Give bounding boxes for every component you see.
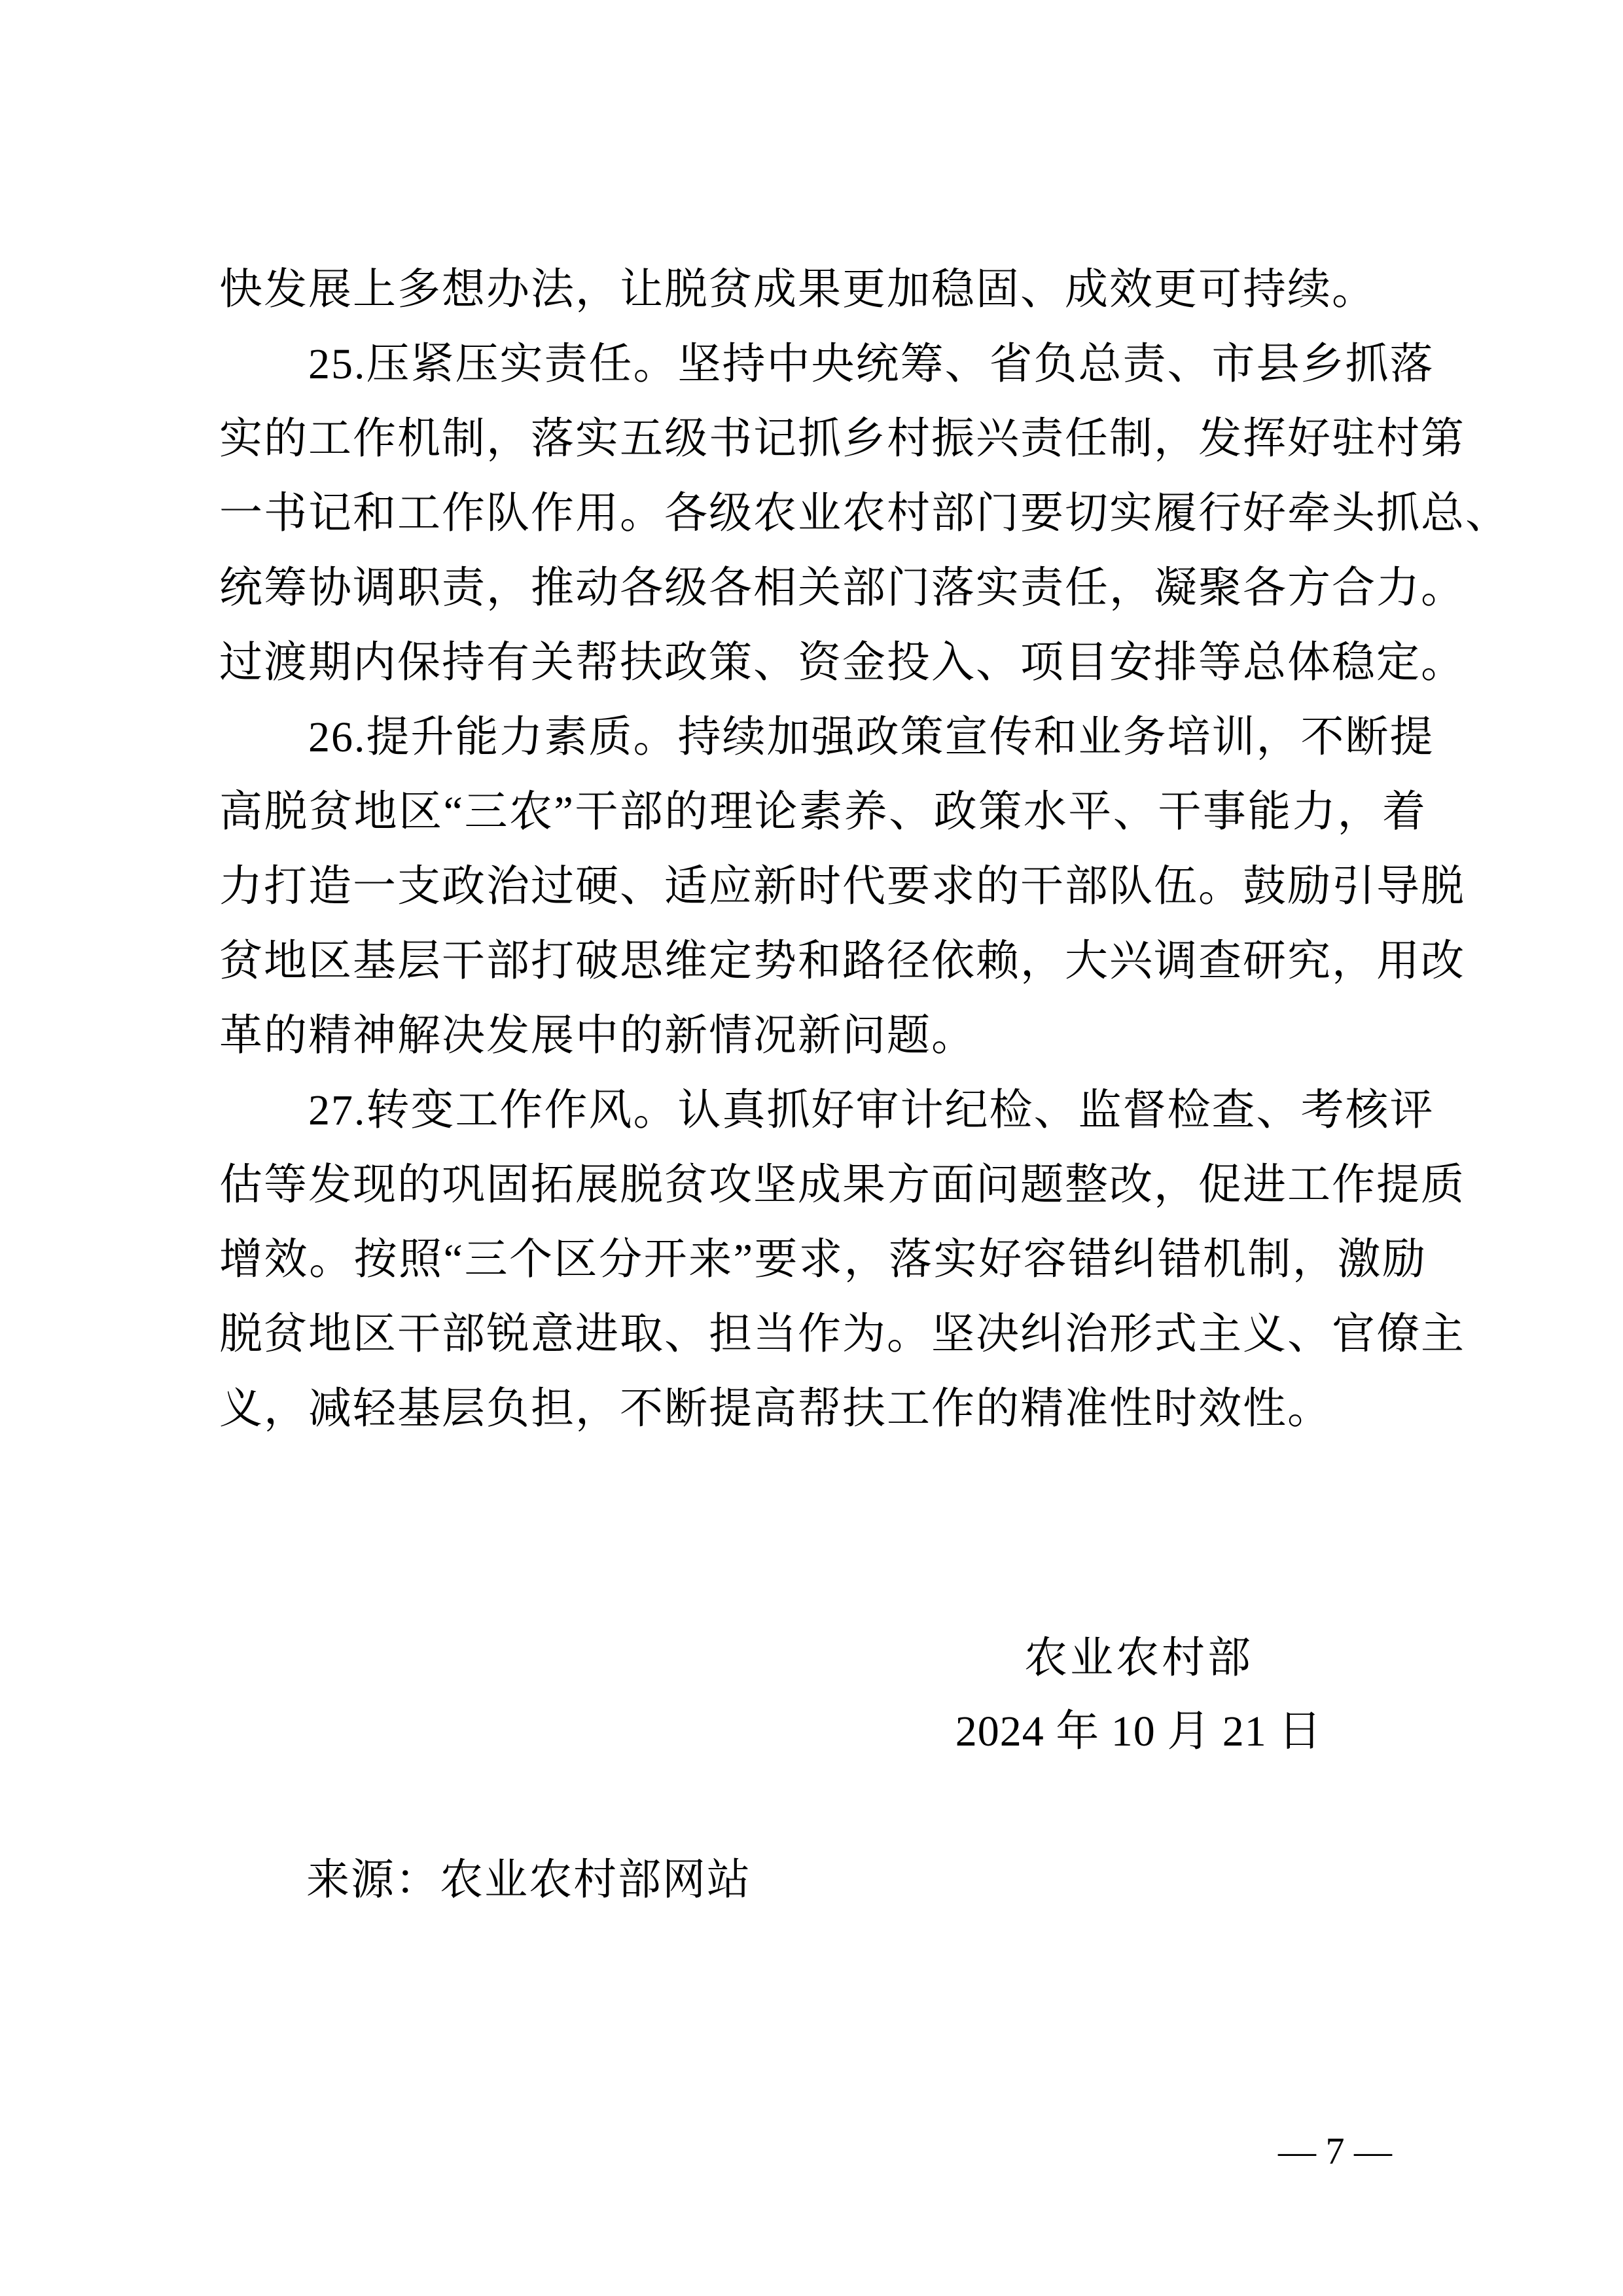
text-line: 过渡期内保持有关帮扶政策、资金投入、项目安排等总体稳定。 <box>219 639 1465 687</box>
text-line: 实的工作机制，落实五级书记抓乡村振兴责任制，发挥好驻村第 <box>219 415 1465 463</box>
text-line: 革的精神解决发展中的新情况新问题。 <box>219 1012 976 1060</box>
text-line: 义，减轻基层负担，不断提高帮扶工作的精准性时效性。 <box>219 1385 1332 1433</box>
signature-author: 农业农村部 <box>1024 1634 1253 1682</box>
text-line: 一书记和工作队作用。各级农业农村部门要切实履行好牵头抓总、 <box>219 490 1510 537</box>
text-line: 26.提升能力素质。持续加强政策宣传和业务培训，不断提 <box>308 713 1435 761</box>
source-line: 来源：农业农村部网站 <box>306 1856 751 1904</box>
text-line: 估等发现的巩固拓展脱贫攻坚成果方面问题整改，促进工作提质 <box>219 1161 1465 1209</box>
text-line: 快发展上多想办法，让脱贫成果更加稳固、成效更可持续。 <box>219 266 1376 314</box>
page-number: — 7 — <box>1278 2130 1392 2172</box>
signature-date: 2024 年 10 月 21 日 <box>955 1708 1323 1755</box>
text-line: 统筹协调职责，推动各级各相关部门落实责任，凝聚各方合力。 <box>219 564 1465 612</box>
text-line: 力打造一支政治过硬、适应新时代要求的干部队伍。鼓励引导脱 <box>219 863 1465 910</box>
signature-block <box>952 1622 1325 1768</box>
text-line: 脱贫地区干部锐意进取、担当作为。坚决纠治形式主义、官僚主 <box>219 1310 1465 1358</box>
text-line: 27.转变工作作风。认真抓好审计纪检、监督检查、考核评 <box>308 1086 1435 1134</box>
text-line: 高脱贫地区“三农”干部的理论素养、政策水平、干事能力，着 <box>219 788 1427 836</box>
document-body <box>219 253 1510 1446</box>
text-line: 贫地区基层干部打破思维定势和路径依赖，大兴调查研究，用改 <box>219 937 1465 985</box>
text-line: 25.压紧压实责任。坚持中央统筹、省负总责、市县乡抓落 <box>308 340 1435 388</box>
text-line: 增效。按照“三个区分开来”要求，落实好容错纠错机制，激励 <box>219 1236 1427 1283</box>
